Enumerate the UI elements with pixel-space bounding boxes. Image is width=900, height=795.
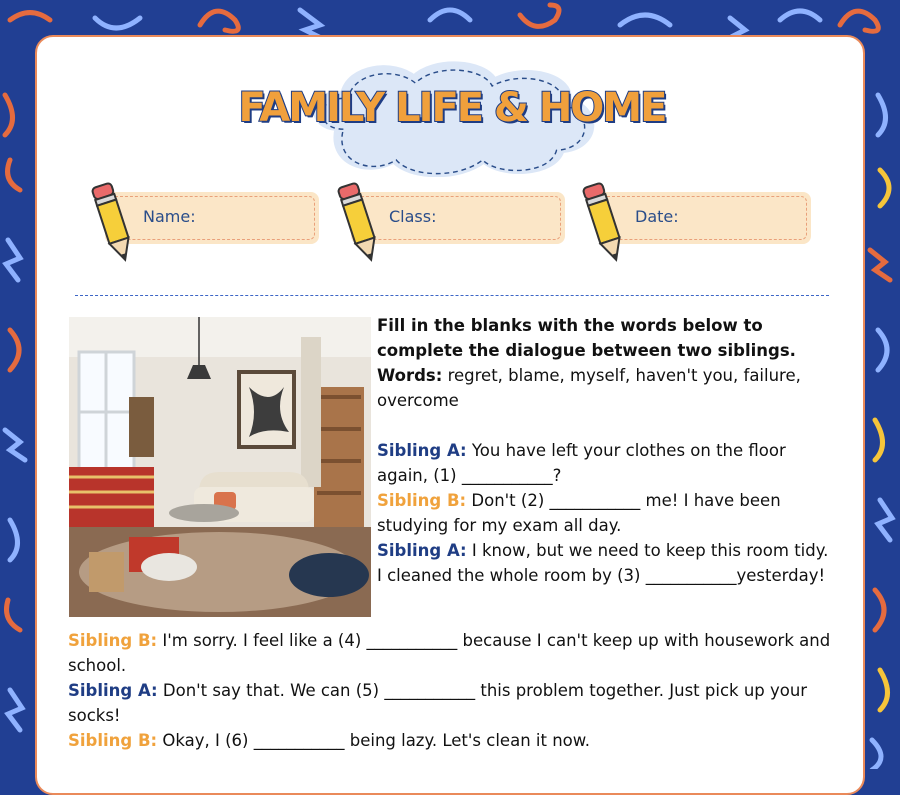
section-divider — [75, 295, 829, 296]
pencil-icon — [89, 177, 141, 267]
dialogue-text: Okay, I (6) ___________ being lazy. Let's clean it now. — [162, 731, 590, 750]
words-label: Words: — [377, 366, 443, 385]
date-label: Date: — [635, 207, 679, 226]
instructions-text: Fill in the blanks with the words below to complete the dialogue between two siblings. — [377, 316, 796, 360]
messy-room-photo — [69, 317, 371, 617]
instructions-and-dialogue-top — [377, 313, 837, 588]
dialogue-bottom — [68, 628, 838, 753]
word-list: regret, blame, myself, haven't you, failure, overcome — [377, 366, 801, 410]
pencil-icon — [580, 177, 632, 267]
dialogue-line — [377, 488, 837, 538]
dialogue-text: I know, but we need to keep this room tidy. I cleaned the whole room by (3) ___________yesterday! — [377, 541, 829, 585]
dialogue-line — [68, 628, 838, 678]
dialogue-line — [377, 438, 837, 488]
dialogue-text: You have left your clothes on the floor again, (1) ___________? — [377, 441, 786, 485]
speaker-label: Sibling A: — [68, 681, 158, 700]
speaker-label: Sibling B: — [68, 631, 158, 650]
dialogue-line — [68, 678, 838, 728]
name-label: Name: — [143, 207, 196, 226]
speaker-label: Sibling B: — [68, 731, 158, 750]
page-title: FAMILY LIFE & HOME — [238, 85, 666, 131]
worksheet-card — [35, 35, 865, 795]
pencil-icon — [335, 177, 387, 267]
word-bank — [377, 363, 837, 413]
dialogue-line — [68, 728, 838, 753]
dialogue-line — [377, 538, 837, 588]
dialogue-text: Don't (2) ___________ me! I have been studying for my exam all day. — [377, 491, 781, 535]
speaker-label: Sibling A: — [377, 541, 467, 560]
class-label: Class: — [389, 207, 437, 226]
dialogue-text: Don't say that. We can (5) ___________ this problem together. Just pick up your socks! — [68, 681, 808, 725]
speaker-label: Sibling B: — [377, 491, 467, 510]
dialogue-text: I'm sorry. I feel like a (4) ___________ because I can't keep up with housework and school. — [68, 631, 831, 675]
speaker-label: Sibling A: — [377, 441, 467, 460]
